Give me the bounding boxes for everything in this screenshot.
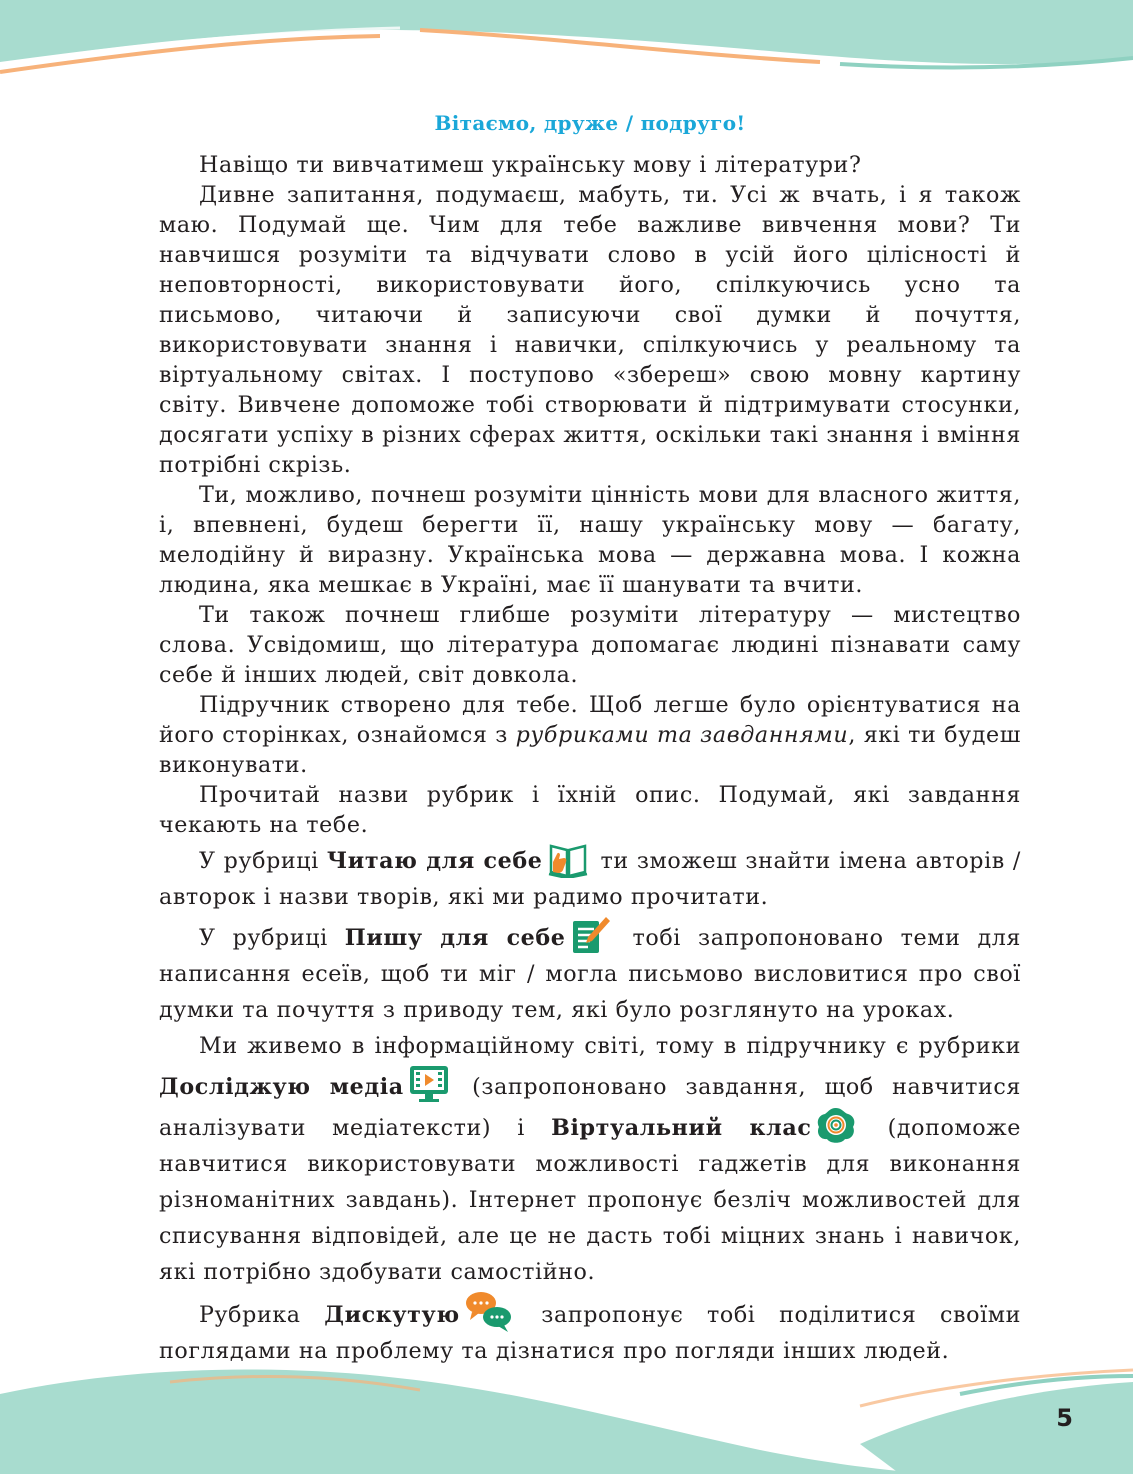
top-wave-decoration: [0, 0, 1133, 90]
paragraph-3: Ти, можливо, почнеш розуміти цінність мови для власного життя, і, впевнені, будеш берегти її, нашу українську мову — багату, мелодійну й виразну. Українська мова — державна мова. І кожна людина, яка мешкає в Україні, має її шанувати та вчити.: [159, 482, 1021, 598]
virtual-class-icon: [815, 1105, 857, 1145]
rubric-explore-media: Досліджую медіа: [159, 1074, 404, 1100]
paragraph-1: Навіщо ти вивчатимеш українську мову і літератури?: [199, 152, 862, 178]
rubric-read-for-self: Читаю для себе: [326, 848, 543, 874]
paragraph-discuss: Рубрика Дискутую запропонує тобі поділитися своїми поглядами на проблему та дізнатися про погляди інших людей.: [159, 1290, 1021, 1369]
italic-rubrics-phrase: рубриками та завданнями: [515, 722, 849, 748]
chat-bubbles-icon: [464, 1290, 514, 1332]
rubric-write-for-self: Пишу для себе: [344, 925, 566, 951]
paragraph-5: Підручник створено для тебе. Щоб легше було орієнтуватися на його сторінках, ознайомся з рубриками та завданнями, які ти будеш виконувати.: [159, 692, 1021, 778]
rubric-discuss: Дискутую: [324, 1302, 460, 1328]
text-page: [159, 108, 1021, 1369]
paragraph-media: Ми живемо в інформаційному світі, тому в підручнику є рубрики Досліджую медіа (запропоновано завдання, щоб навчитися аналізувати медіатексти) і Віртуальний клас (допоможе навчитися використовувати можливості гаджетів для виконання різноманітних завдань). Інтернет пропонує безліч можливостей для списування відповідей, але це не дасть тобі міцних знань і навичок, які потрібно здобувати самостійно.: [159, 1033, 1022, 1285]
page-number: 5: [1056, 1404, 1073, 1432]
page-title: Вітаємо, друже / подруго!: [434, 111, 746, 135]
bottom-wave-decoration: [0, 1354, 1133, 1474]
notepad-pencil-icon: [570, 915, 612, 955]
media-play-icon: [408, 1064, 450, 1104]
paragraph-2: Дивне запитання, подумаєш, мабуть, ти. Усі ж вчать, і я також маю. Подумай ще. Чим для тебе важливе вивчення мови? Ти навчишся розуміти та відчувати слово в усій його цілісності й неповторності, використовувати його, спілкуючись усно та письмово, читаючи й записуючи свої думки й почуття, використовувати знання і навички, спілкуючись у реальному та віртуальному світах. І поступово «збереш» свою мовну картину світу. Вивчене допоможе тобі створювати й підтримувати стосунки, досягати успіху в різних сферах життя, оскільки такі знання і вміння потрібні скрізь.: [159, 182, 1021, 478]
paragraph-read-for-self: У рубриці Читаю для себе ти зможеш знайти імена авторів / авторок і назви творів, які ми радимо прочитати.: [159, 840, 1021, 915]
paragraph-6: Прочитай назви рубрик і їхній опис. Подумай, які завдання чекають на тебе.: [159, 782, 1021, 838]
book-hand-icon: [547, 840, 589, 878]
paragraph-write-for-self: У рубриці Пишу для себе тобі запропоновано теми для написання есеїв, щоб ти міг / могла письмово висловитися про свої думки та почуття з приводу тем, які було розглянуто на уроках.: [159, 915, 1021, 1028]
paragraph-4: Ти також почнеш глибше розуміти літературу — мистецтво слова. Усвідомиш, що література допомагає людині пізнавати саму себе й інших людей, світ довкола.: [159, 602, 1021, 688]
rubric-virtual-class: Віртуальний клас: [551, 1115, 812, 1141]
